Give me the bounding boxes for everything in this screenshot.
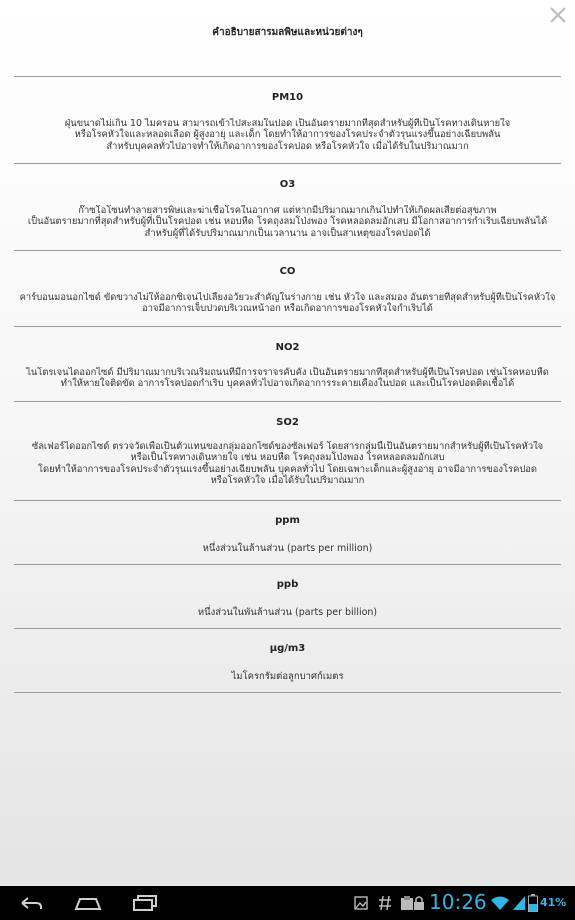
clipboard-icon	[400, 895, 414, 911]
close-button[interactable]	[547, 4, 569, 26]
pollutant-desc-co	[0, 292, 575, 315]
pollutant-name-co: CO	[279, 266, 296, 277]
unit-name-ppm: ppm	[275, 515, 300, 526]
pollutant-desc-no2	[0, 367, 575, 390]
divider	[14, 500, 561, 501]
divider	[14, 326, 561, 327]
desc-line: ไนโตรเจนไดออกไซด์ มีปริมาณมากบริเวณริมถนนที่มีการจราจรคับคั่ง เป็นอันตรายมากที่สุดสำหรับผู้ที่เป็นโรคปอด เช่นโรคหอบหืด	[26, 367, 549, 378]
pollutant-name-pm10: PM10	[271, 92, 304, 103]
divider	[14, 628, 561, 629]
gallery-icon	[354, 896, 368, 910]
desc-line: คาร์บอนมอนอกไซด์ ขัดขวางไม่ให้ออกซิเจนไปเลี้ยงอวัยวะสำคัญในร่างกาย เช่น หัวใจ และสมอง อันตรายที่สุดสำหรับผู้ที่เป็นโรคหัวใจ	[19, 292, 556, 303]
desc-line: อาจมีอาการเจ็บปวดบริเวณหน้าอก หรือเกิดอาการของโรคหัวใจกำเริบได้	[142, 303, 433, 315]
unit-name-ppb: ppb	[276, 579, 299, 590]
close-icon[interactable]	[547, 4, 569, 26]
desc-line: ซัลเฟอร์ไดออกไซด์ ตรวจวัดเพื่อเป็นตัวแทนของกลุ่มออกไซด์ของซัลเฟอร์ โดยสารกลุ่มนี้เป็นอันตรายมากสำหรับผู้ที่เป็นโรคหัวใจ	[31, 441, 544, 452]
battery-percentage: 41%	[540, 896, 567, 909]
desc-line: หรือเป็นโรคทางเดินหายใจ เช่น หอบหืด โรคถุงลมโป่งพอง โรคหลอดลมอักเสบ	[130, 452, 445, 464]
wifi-icon	[490, 895, 510, 911]
unit-name-ugm3: µg/m3	[269, 643, 306, 654]
hash-icon	[378, 895, 392, 911]
unit-desc-ppb: หนึ่งส่วนในพันล้านส่วน (parts per billion)	[197, 607, 378, 618]
divider	[14, 163, 561, 164]
pollutant-desc-o3	[0, 205, 575, 239]
unit-desc-ugm3: ไมโครกรัมต่อลูกบาศก์เมตร	[231, 671, 344, 682]
divider	[14, 76, 561, 77]
battery-icon	[528, 894, 538, 912]
desc-line: โดยทำให้อาการของโรคประจำตัวรุนแรงขึ้นอย่างเฉียบพลัน บุคคลทั่วไป โดยเฉพาะเด็กและผู้สูงอายุ อาจมีอาการของโรคปอด	[37, 463, 538, 475]
pollutant-name-o3: O3	[279, 179, 296, 190]
divider	[14, 692, 561, 693]
desc-line: ฝุ่นขนาดไม่เกิน 10 ไมครอน สามารถเข้าไปสะสมในปอด เป็นอันตรายมากที่สุดสำหรับผู้ที่เป็นโรคทางเดินหายใจ	[64, 118, 511, 129]
divider	[14, 401, 561, 402]
desc-line: เป็นอันตรายมากที่สุดสำหรับผู้ที่เป็นโรคปอด เช่น หอบหืด โรคถุงลมโป่งพอง โรคหลอดลมอักเสบ มีโอกาสอาการกำเริบเฉียบพลันได้	[27, 216, 548, 228]
desc-line: ทำให้หายใจติดขัด อาการโรคปอดกำเริบ บุคคลทั่วไปอาจเกิดอาการระคายเคืองในปอด และเป็นโรคปอดติดเชื้อได้	[60, 378, 515, 390]
desc-line: หรือโรคหัวใจและหลอดเลือด ผู้สูงอายุ และเด็ก โดยทำให้อาการของโรคประจำตัวรุนแรงขึ้นอย่างเฉียบพลัน	[74, 129, 501, 141]
dialog-title: คำอธิบายสารมลพิษและหน่วยต่างๆ	[212, 27, 363, 38]
back-icon[interactable]	[18, 895, 44, 911]
desc-line: สำหรับบุคคลทั่วไปอาจทำให้เกิดอาการของโรคปอด หรือโรคหัวใจ เมื่อได้รับในปริมาณมาก	[106, 140, 469, 152]
unit-desc-ppm: หนึ่งส่วนในล้านส่วน (parts per million)	[202, 543, 373, 554]
status-clock: 10:26	[429, 890, 487, 914]
divider	[14, 564, 561, 565]
system-bar	[0, 886, 575, 920]
signal-icon	[512, 895, 526, 911]
pollutant-desc-so2	[0, 441, 575, 486]
pollutant-desc-pm10	[0, 118, 575, 152]
pollutant-name-no2: NO2	[275, 342, 300, 353]
home-icon[interactable]	[74, 895, 102, 911]
desc-line: หรือโรคหัวใจ เมื่อได้รับในปริมาณมาก	[210, 474, 365, 486]
desc-line: ก๊าซโอโซนทำลายสารพิษและฆ่าเชื้อโรคในอากาศ แต่หากมีปริมาณมากเกินไปทำให้เกิดผลเสียต่อสุขภาพ	[78, 205, 497, 216]
recent-apps-icon[interactable]	[132, 894, 158, 912]
desc-line: สำหรับผู้ที่ได้รับปริมาณมากเป็นเวลานาน อาจเป็นสาเหตุของโรคปอดได้	[144, 227, 431, 239]
divider	[14, 250, 561, 251]
lock-icon	[413, 895, 425, 911]
pollutant-name-so2: SO2	[276, 417, 299, 428]
